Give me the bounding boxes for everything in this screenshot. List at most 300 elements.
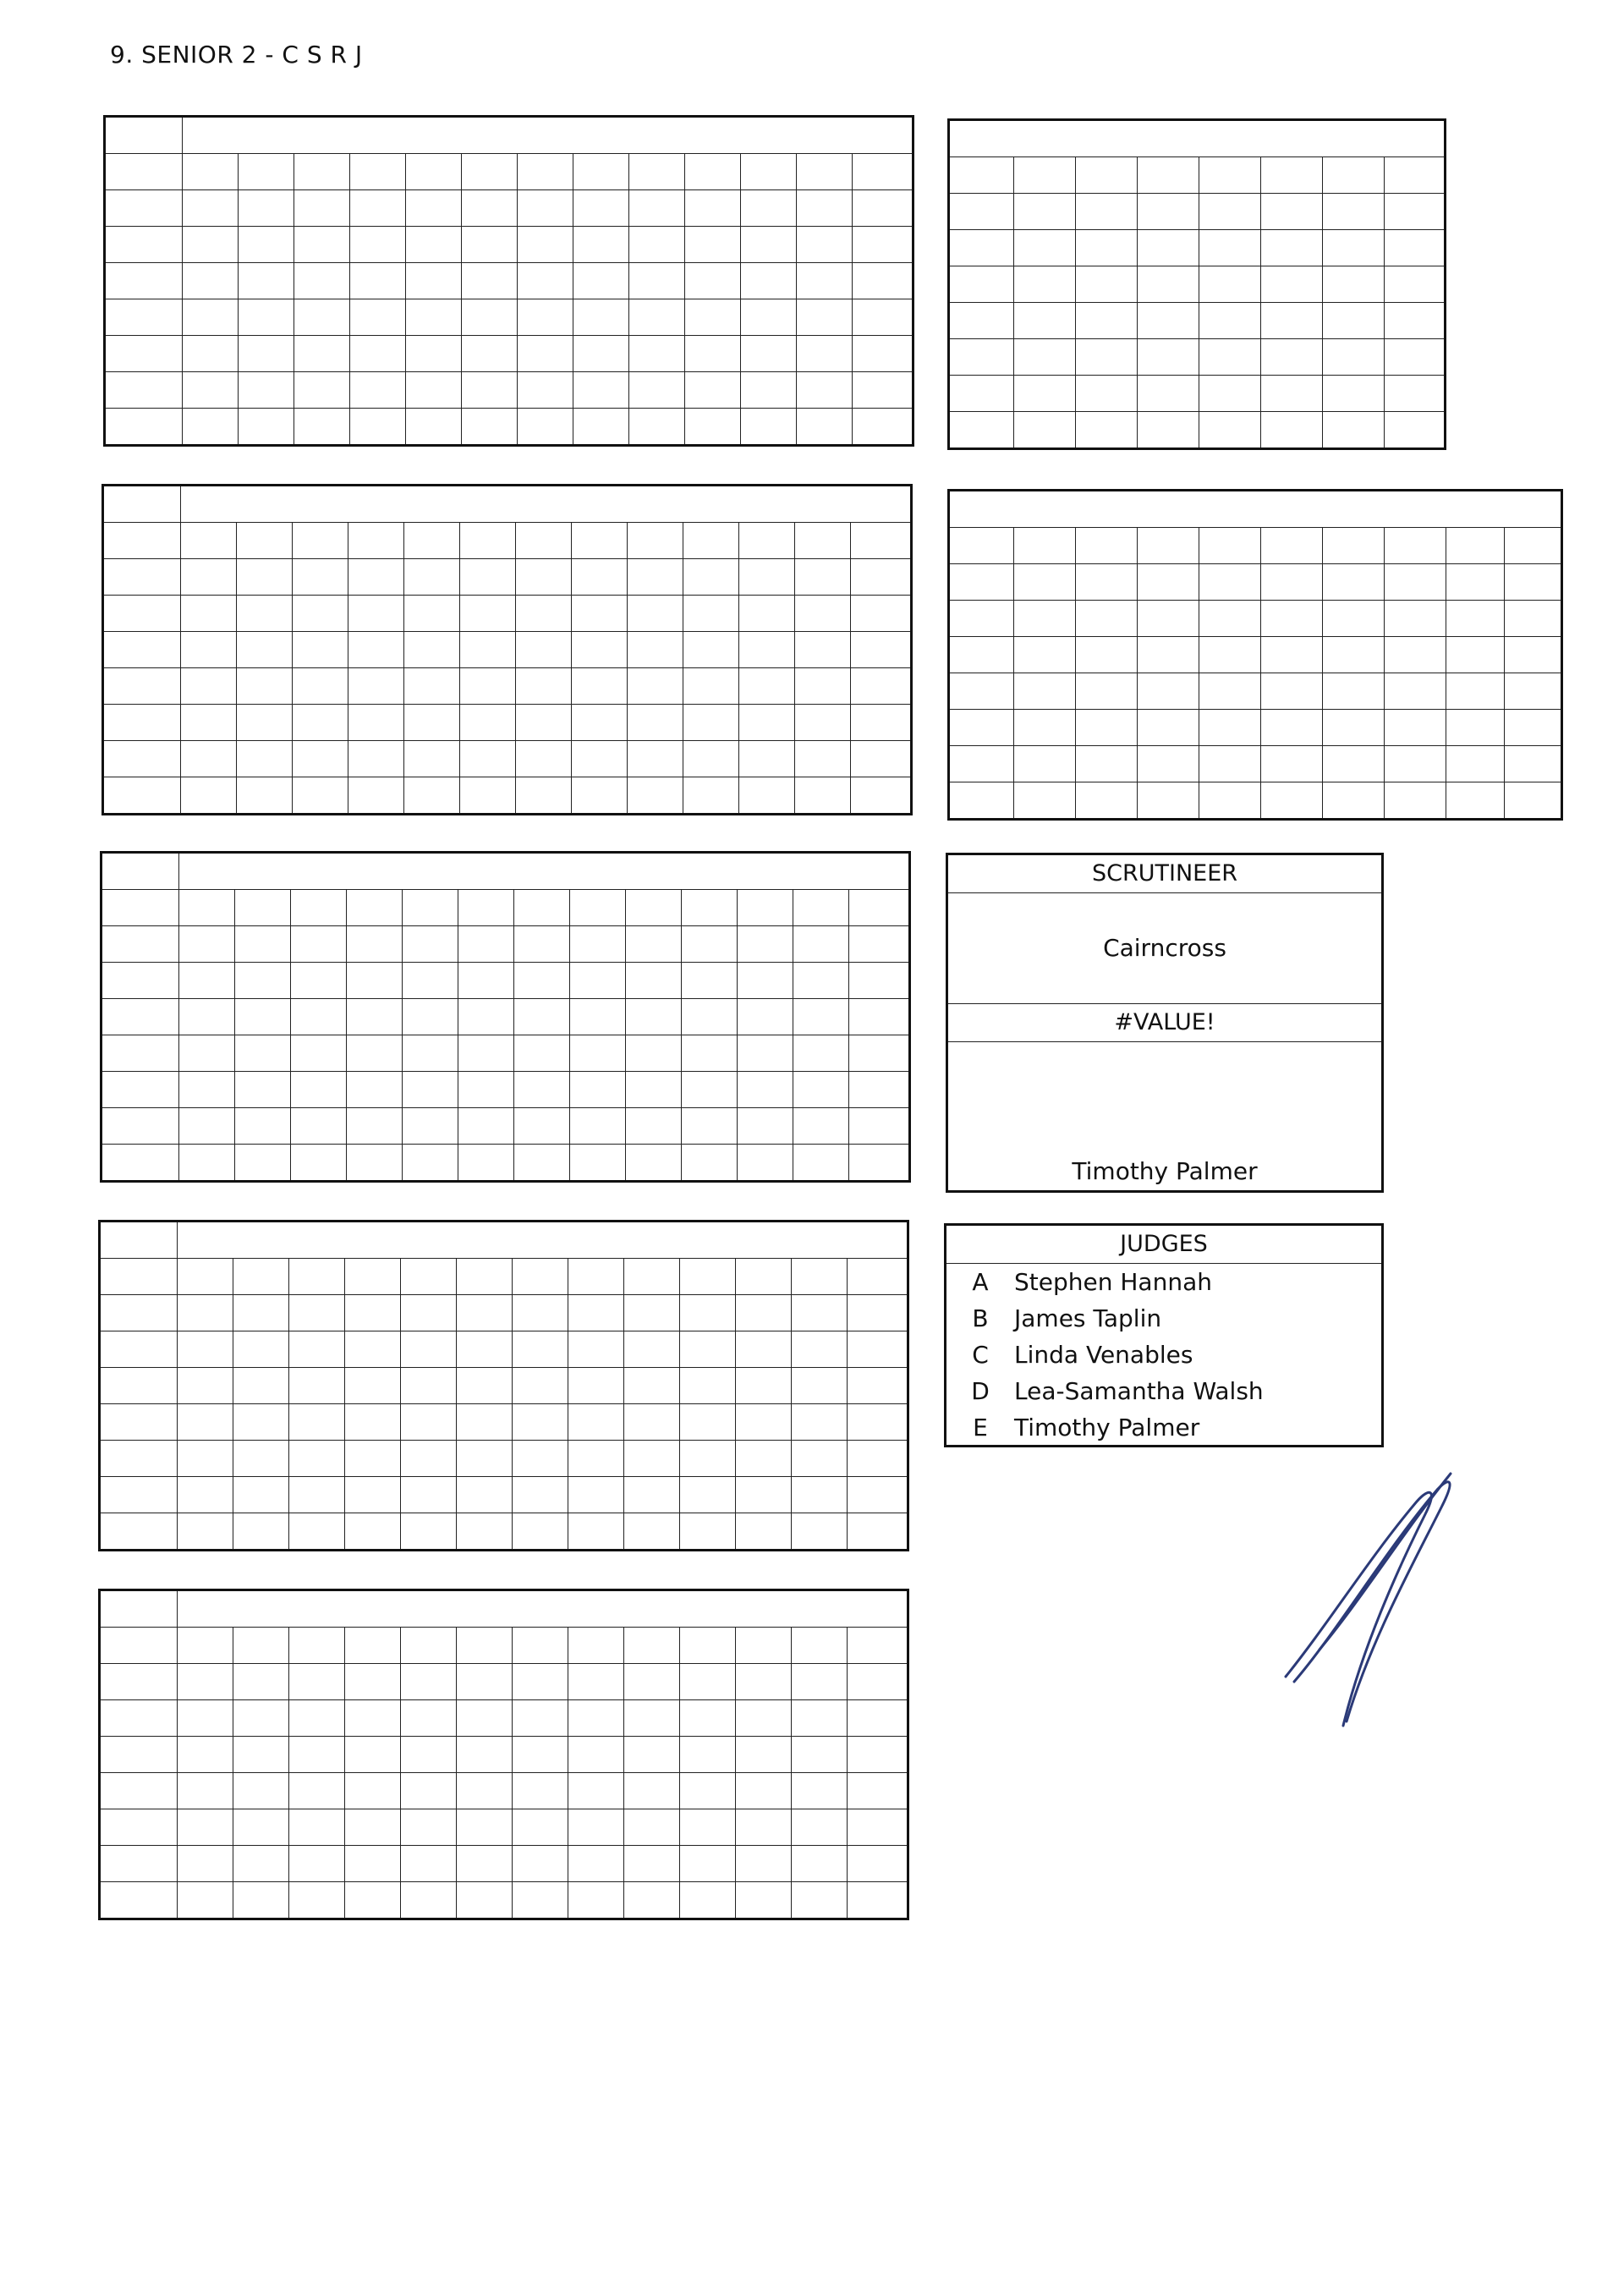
dance-header-cell (739, 523, 795, 559)
empty-cell (793, 1145, 849, 1182)
dance-header-cell (237, 523, 293, 559)
dance-header-cell (404, 523, 460, 559)
dance-table (100, 851, 911, 1183)
place-count (680, 1331, 736, 1368)
dance-table (98, 1220, 909, 1551)
empty-cell (1199, 782, 1261, 820)
empty-cell (178, 1882, 233, 1919)
place-count (793, 963, 849, 999)
empty-cell (457, 1700, 513, 1737)
empty-cell (100, 1477, 178, 1513)
empty-cell (685, 409, 741, 446)
empty-cell (568, 1700, 624, 1737)
empty-cell (345, 1737, 401, 1773)
empty-cell (235, 999, 291, 1035)
empty-cell (1199, 303, 1261, 339)
empty-cell (1323, 673, 1385, 710)
empty-cell (738, 999, 793, 1035)
place-count (568, 1295, 624, 1331)
empty-cell (350, 372, 406, 409)
dance-header-cell (462, 154, 518, 190)
empty-cell (624, 1773, 680, 1809)
table-row (100, 1773, 908, 1809)
empty-cell (401, 1368, 457, 1404)
empty-cell (1138, 782, 1199, 820)
place-count (793, 926, 849, 963)
empty-cell (293, 668, 348, 705)
empty-cell (516, 668, 572, 705)
table-row (103, 559, 912, 596)
table-row (949, 412, 1446, 449)
signature-stroke-2 (1294, 1482, 1450, 1721)
table-row (103, 632, 912, 668)
empty-cell (458, 1072, 514, 1108)
empty-cell (348, 741, 404, 777)
empty-cell (294, 372, 350, 409)
summary-cell (1261, 194, 1323, 230)
table-row (102, 1108, 910, 1145)
empty-cell (628, 668, 683, 705)
empty-cell (178, 1846, 233, 1882)
dance-header-cell (457, 1628, 513, 1664)
empty-cell (235, 1108, 291, 1145)
empty-cell (100, 1773, 178, 1809)
empty-cell (792, 1441, 848, 1477)
empty-cell (736, 1846, 792, 1882)
judge-mark (183, 227, 239, 263)
empty-cell (1505, 673, 1562, 710)
summary-header-cell (1138, 157, 1199, 194)
empty-cell (797, 336, 853, 372)
empty-cell (1323, 376, 1385, 412)
empty-cell (514, 999, 570, 1035)
empty-cell (1076, 746, 1138, 782)
empty-cell (179, 1145, 235, 1182)
dance-header-cell (626, 890, 682, 926)
empty-cell (853, 409, 914, 446)
empty-cell (1138, 564, 1199, 601)
empty-cell (736, 1737, 792, 1773)
dance-header-cell (105, 154, 183, 190)
empty-cell (792, 1700, 848, 1737)
judge-letter: B (972, 1304, 989, 1332)
place-count (516, 559, 572, 596)
empty-cell (513, 1882, 568, 1919)
empty-cell (568, 1513, 624, 1551)
empty-cell (1199, 601, 1261, 637)
empty-cell (513, 1700, 568, 1737)
empty-cell (568, 1368, 624, 1404)
empty-cell (179, 1035, 235, 1072)
empty-cell (680, 1773, 736, 1809)
place-count (462, 227, 518, 263)
empty-cell (401, 1846, 457, 1882)
empty-cell (1385, 339, 1446, 376)
empty-cell (293, 705, 348, 741)
empty-cell (350, 299, 406, 336)
empty-cell (345, 1404, 401, 1441)
empty-cell (289, 1846, 345, 1882)
empty-cell (518, 336, 573, 372)
dance-header-cell (628, 523, 683, 559)
empty-cell (792, 1664, 848, 1700)
judge-name: Stephen Hannah (1014, 1268, 1212, 1296)
empty-cell (680, 1846, 736, 1882)
empty-cell (1138, 303, 1199, 339)
empty-cell (1261, 710, 1323, 746)
empty-cell (685, 336, 741, 372)
empty-cell (626, 1035, 682, 1072)
empty-cell (848, 1846, 908, 1882)
empty-cell (514, 1035, 570, 1072)
empty-cell (347, 1145, 403, 1182)
empty-cell (1138, 673, 1199, 710)
empty-cell (1385, 412, 1446, 449)
empty-cell (736, 1513, 792, 1551)
empty-cell (100, 1664, 178, 1700)
summary-header-cell (1323, 157, 1385, 194)
judge-mark (235, 926, 291, 963)
empty-cell (570, 1145, 626, 1182)
empty-cell (626, 1108, 682, 1145)
table-row (105, 263, 914, 299)
table-row (100, 1846, 908, 1882)
empty-cell (572, 741, 628, 777)
empty-cell (848, 1477, 908, 1513)
empty-cell (736, 1368, 792, 1404)
empty-cell (457, 1737, 513, 1773)
empty-cell (345, 1441, 401, 1477)
empty-cell (103, 668, 181, 705)
empty-cell (514, 1145, 570, 1182)
empty-cell (739, 777, 795, 815)
empty-cell (736, 1664, 792, 1700)
empty-cell (739, 632, 795, 668)
judge-mark (404, 559, 460, 596)
judge-mark (289, 1295, 345, 1331)
dance-header-cell (685, 154, 741, 190)
empty-cell (401, 1700, 457, 1737)
dance-header-cell (516, 523, 572, 559)
summary-cell (1014, 230, 1076, 266)
empty-cell (289, 1513, 345, 1551)
empty-cell (457, 1441, 513, 1477)
empty-cell (1199, 266, 1261, 303)
empty-cell (624, 1700, 680, 1737)
dance-header-cell (680, 1259, 736, 1295)
dance-header-cell (573, 154, 629, 190)
dance-header-cell (848, 1259, 908, 1295)
judge-mark (235, 963, 291, 999)
table-row (100, 1664, 908, 1700)
empty-cell (848, 1441, 908, 1477)
empty-cell (949, 412, 1014, 449)
empty-cell (181, 632, 237, 668)
empty-cell (233, 1809, 289, 1846)
empty-cell (237, 705, 293, 741)
empty-cell (848, 1773, 908, 1809)
empty-cell (573, 263, 629, 299)
judge-mark (178, 1295, 233, 1331)
empty-cell (460, 632, 516, 668)
empty-cell (105, 263, 183, 299)
empty-cell (183, 263, 239, 299)
place-count (739, 559, 795, 596)
empty-cell (792, 1846, 848, 1882)
place-count (682, 963, 738, 999)
summary-cell (1323, 230, 1385, 266)
empty-cell (1261, 303, 1323, 339)
empty-cell (178, 1737, 233, 1773)
place-count (628, 559, 683, 596)
empty-cell (102, 1035, 179, 1072)
judge-mark (179, 926, 235, 963)
empty-cell (347, 999, 403, 1035)
empty-cell (685, 372, 741, 409)
empty-cell (849, 1145, 910, 1182)
empty-cell (179, 1072, 235, 1108)
place-count (792, 1331, 848, 1368)
empty-cell (100, 1700, 178, 1737)
empty-cell (1076, 782, 1138, 820)
empty-cell (513, 1737, 568, 1773)
summary-cell (949, 194, 1014, 230)
empty-cell (848, 1664, 908, 1700)
empty-cell (345, 1846, 401, 1882)
empty-cell (792, 1477, 848, 1513)
empty-cell (1323, 782, 1385, 820)
empty-cell (738, 1035, 793, 1072)
empty-cell (741, 299, 797, 336)
empty-cell (1505, 601, 1562, 637)
table-row (102, 999, 910, 1035)
empty-cell (792, 1809, 848, 1846)
table-row (102, 926, 910, 963)
empty-cell (1076, 412, 1138, 449)
empty-cell (568, 1773, 624, 1809)
empty-cell (1261, 746, 1323, 782)
empty-cell (457, 1404, 513, 1441)
couple-number (102, 963, 179, 999)
empty-cell (572, 705, 628, 741)
empty-cell (949, 376, 1014, 412)
place-count (795, 596, 851, 632)
dance-header-cell (100, 1628, 178, 1664)
empty-cell (404, 777, 460, 815)
dance-header-cell (680, 1628, 736, 1664)
empty-cell (289, 1477, 345, 1513)
judge-name: James Taplin (1014, 1304, 1162, 1332)
place-count (457, 1295, 513, 1331)
empty-cell (1446, 746, 1505, 782)
empty-cell (516, 705, 572, 741)
summary-header-cell (1076, 157, 1138, 194)
empty-cell (404, 668, 460, 705)
table-row (105, 409, 914, 446)
dance-title (178, 1222, 908, 1259)
empty-cell (629, 372, 685, 409)
dance-header-cell (401, 1259, 457, 1295)
judge-mark (348, 559, 404, 596)
place-count (457, 1331, 513, 1368)
empty-cell (235, 1145, 291, 1182)
table-row (100, 1882, 908, 1919)
empty-cell (1323, 710, 1385, 746)
empty-cell (518, 263, 573, 299)
dance-header-cell (348, 523, 404, 559)
empty-cell (350, 409, 406, 446)
place-count (626, 926, 682, 963)
empty-cell (1446, 601, 1505, 637)
empty-cell (458, 1145, 514, 1182)
judge-mark (401, 1331, 457, 1368)
empty-cell (736, 1700, 792, 1737)
empty-cell (1323, 637, 1385, 673)
empty-cell (293, 741, 348, 777)
empty-cell (682, 1108, 738, 1145)
empty-cell (849, 999, 910, 1035)
empty-cell (401, 1404, 457, 1441)
judge-mark (179, 963, 235, 999)
table-row (100, 1477, 908, 1513)
empty-cell (685, 299, 741, 336)
empty-cell (1385, 637, 1446, 673)
empty-cell (629, 299, 685, 336)
table-row (949, 230, 1446, 266)
empty-cell (570, 999, 626, 1035)
empty-cell (949, 339, 1014, 376)
place-count (685, 190, 741, 227)
empty-cell (624, 1404, 680, 1441)
empty-cell (682, 1035, 738, 1072)
empty-cell (1076, 339, 1138, 376)
empty-cell (103, 777, 181, 815)
empty-cell (573, 299, 629, 336)
dance-header-cell (179, 890, 235, 926)
place-count (738, 963, 793, 999)
empty-cell (233, 1664, 289, 1700)
empty-cell (1138, 339, 1199, 376)
empty-cell (1014, 412, 1076, 449)
rule11-header-cell (1323, 528, 1385, 564)
rule11-header-cell (1505, 528, 1562, 564)
empty-cell (294, 263, 350, 299)
empty-cell (294, 299, 350, 336)
empty-cell (179, 999, 235, 1035)
judge-mark (178, 1331, 233, 1368)
place-count (741, 227, 797, 263)
empty-cell (457, 1477, 513, 1513)
place-count (458, 926, 514, 963)
summary-cell (1138, 194, 1199, 230)
empty-cell (851, 741, 912, 777)
empty-cell (629, 263, 685, 299)
empty-cell (1385, 746, 1446, 782)
empty-cell (178, 1368, 233, 1404)
empty-cell (1446, 673, 1505, 710)
empty-cell (624, 1809, 680, 1846)
empty-cell (685, 263, 741, 299)
empty-cell (406, 336, 462, 372)
empty-cell (736, 1404, 792, 1441)
empty-cell (237, 777, 293, 815)
empty-cell (1014, 339, 1076, 376)
empty-cell (1385, 782, 1446, 820)
empty-cell (239, 299, 294, 336)
empty-cell (739, 741, 795, 777)
empty-cell (289, 1773, 345, 1809)
empty-cell (797, 372, 853, 409)
couple-number (105, 227, 183, 263)
empty-cell (848, 1404, 908, 1441)
empty-cell (1323, 564, 1385, 601)
table-row (949, 673, 1562, 710)
empty-cell (680, 1441, 736, 1477)
judge-mark (293, 559, 348, 596)
empty-cell (1385, 673, 1446, 710)
judge-letter: C (972, 1341, 989, 1369)
empty-cell (102, 1072, 179, 1108)
empty-cell (1261, 339, 1323, 376)
empty-cell (233, 1773, 289, 1809)
empty-cell (178, 1664, 233, 1700)
empty-cell (629, 336, 685, 372)
empty-cell (1138, 376, 1199, 412)
empty-cell (345, 1700, 401, 1737)
empty-cell (683, 777, 739, 815)
dance-title-blank (102, 853, 179, 890)
empty-cell (624, 1368, 680, 1404)
empty-cell (103, 741, 181, 777)
empty-cell (853, 299, 914, 336)
empty-cell (738, 1108, 793, 1145)
table-row (105, 372, 914, 409)
dance-header-cell (624, 1628, 680, 1664)
empty-cell (738, 1145, 793, 1182)
empty-cell (792, 1513, 848, 1551)
empty-cell (100, 1846, 178, 1882)
empty-cell (793, 999, 849, 1035)
empty-cell (401, 1664, 457, 1700)
empty-cell (626, 999, 682, 1035)
dance-header-cell (848, 1628, 908, 1664)
empty-cell (1385, 601, 1446, 637)
empty-cell (1076, 673, 1138, 710)
dance-header-cell (350, 154, 406, 190)
empty-cell (1385, 710, 1446, 746)
dance-header-cell (682, 890, 738, 926)
table-row (100, 1441, 908, 1477)
dance-header-cell (183, 154, 239, 190)
empty-cell (1014, 266, 1076, 303)
empty-cell (513, 1809, 568, 1846)
place-count (572, 559, 628, 596)
summary-cell (1261, 230, 1323, 266)
empty-cell (514, 1072, 570, 1108)
empty-cell (239, 263, 294, 299)
empty-cell (1385, 303, 1446, 339)
table-row (949, 376, 1446, 412)
judge-mark (181, 559, 237, 596)
dance-table (98, 1589, 909, 1920)
empty-cell (457, 1368, 513, 1404)
dance-header-cell (406, 154, 462, 190)
empty-cell (518, 409, 573, 446)
empty-cell (1446, 637, 1505, 673)
summary-cell (1199, 230, 1261, 266)
dance-header-cell (457, 1259, 513, 1295)
empty-cell (797, 299, 853, 336)
